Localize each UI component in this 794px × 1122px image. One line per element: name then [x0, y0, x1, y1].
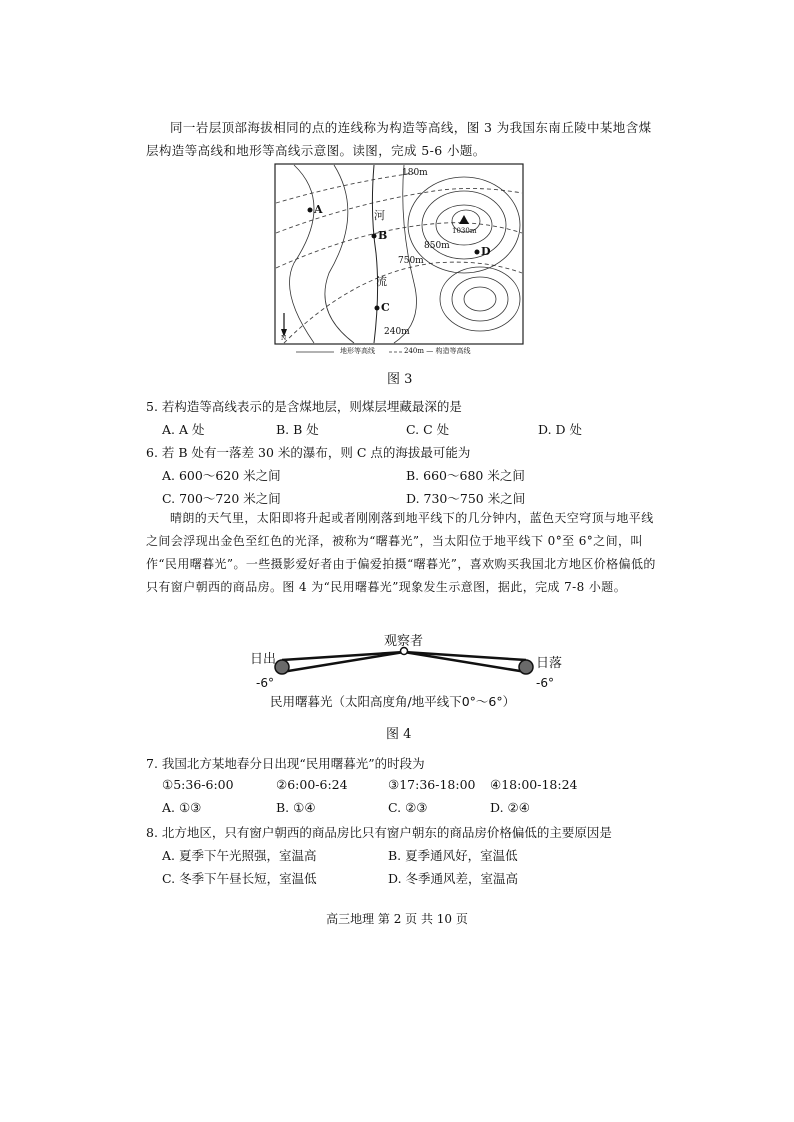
label-observer: 观察者	[384, 634, 424, 649]
question-6-option-d: D. 730～750 米之间	[406, 491, 526, 506]
label-240m: 240m	[384, 327, 410, 337]
label-180m: 180m	[402, 168, 428, 178]
question-5-option-d: D. D 处	[538, 422, 583, 437]
question-8-option-c: C. 冬季下午昼长短，室温低	[162, 871, 317, 886]
label-north: N	[281, 335, 287, 342]
question-7-option-d: D. ②④	[490, 800, 530, 815]
legend-terrain: 地形等高线	[340, 347, 375, 355]
question-7-option-c: C. ②③	[388, 800, 428, 815]
figure-4-caption: 图 4	[386, 727, 412, 742]
question-8-option-d: D. 冬季通风差，室温高	[388, 871, 519, 886]
question-5-stem: 5. 若构造等高线表示的是含煤地层，则煤层埋藏最深的是	[146, 399, 462, 414]
figure-3-caption: 图 3	[387, 372, 413, 387]
question-8-option-b: B. 夏季通风好，室温低	[388, 848, 518, 863]
question-7-item-2: ②6:00-6:24	[276, 777, 348, 792]
label-river-2: 流	[376, 275, 387, 288]
question-7-option-b: B. ①④	[276, 800, 316, 815]
question-7-stem: 7. 我国北方某地春分日出现“民用曙暮光”的时段为	[146, 756, 425, 771]
page-footer: 高三地理 第 2 页 共 10 页	[326, 912, 468, 926]
label-river-1: 河	[374, 209, 385, 222]
label-750m: 750m	[398, 256, 424, 266]
label-point-d: D	[481, 245, 491, 258]
sun-left-icon	[275, 660, 289, 674]
label-point-a: A	[314, 203, 323, 216]
question-5-option-a: A. A 处	[162, 422, 205, 437]
legend-structure: 240m — 构造等高线	[404, 347, 471, 355]
question-8-option-a: A. 夏季下午光照强，室温高	[162, 848, 317, 863]
label-850m: 850m	[424, 241, 450, 251]
intro-paragraph-2: 晴朗的天气里，太阳即将升起或者刚刚落到地平线下的几分钟内，蓝色天空穹顶与地平线之间会浮现出金色至红色的光泽，被称为“曙暮光”，当太阳位于地平线下 0°至 6°之间，叫作“民用曙暮光”。一些摄影爱好者由于偏爱拍摄“曙暮光”，喜欢购买我国北方地区价格偏低的只有窗户朝西的商品房。图 4 为“民用曙暮光”现象发生示意图，据此，完成 7-8 小题。	[146, 511, 656, 594]
label-sunset: 日落	[536, 656, 563, 671]
question-6-option-b: B. 660～680 米之间	[406, 468, 525, 483]
question-7-item-1: ①5:36-6:00	[162, 777, 234, 792]
question-8-stem: 8. 北方地区，只有窗户朝西的商品房比只有窗户朝东的商品房价格偏低的主要原因是	[146, 825, 612, 840]
figure-3-contour-map	[274, 163, 524, 359]
question-6-stem: 6. 若 B 处有一落差 30 米的瀑布，则 C 点的海拔最可能为	[146, 445, 471, 460]
question-6-option-c: C. 700～720 米之间	[162, 491, 281, 506]
question-7-item-4: ④18:00-18:24	[490, 777, 578, 792]
label-sunrise: 日出	[250, 652, 277, 667]
figure-4-twilight-diagram	[244, 630, 584, 710]
label-point-b: B	[378, 229, 388, 242]
label-1030m: 1030m	[452, 227, 477, 235]
question-5-option-c: C. C 处	[406, 422, 450, 437]
question-7-item-3: ③17:36-18:00	[388, 777, 476, 792]
question-7-option-a: A. ①③	[162, 800, 202, 815]
peak-icon	[459, 215, 469, 224]
sun-right-icon	[519, 660, 533, 674]
intro-paragraph-1: 同一岩层顶部海拔相同的点的连线称为构造等高线，图 3 为我国东南丘陵中某地含煤层构造等高线和地形等高线示意图。读图，完成 5-6 小题。	[146, 120, 652, 158]
figure-4-subcaption: 民用曙暮光（太阳高度角/地平线下0°～6°）	[270, 694, 516, 709]
question-5-option-b: B. B 处	[276, 422, 319, 437]
label-point-c: C	[381, 301, 390, 314]
question-6-option-a: A. 600～620 米之间	[162, 468, 281, 483]
label-angle-right: -6°	[536, 676, 554, 690]
label-angle-left: -6°	[256, 676, 274, 690]
